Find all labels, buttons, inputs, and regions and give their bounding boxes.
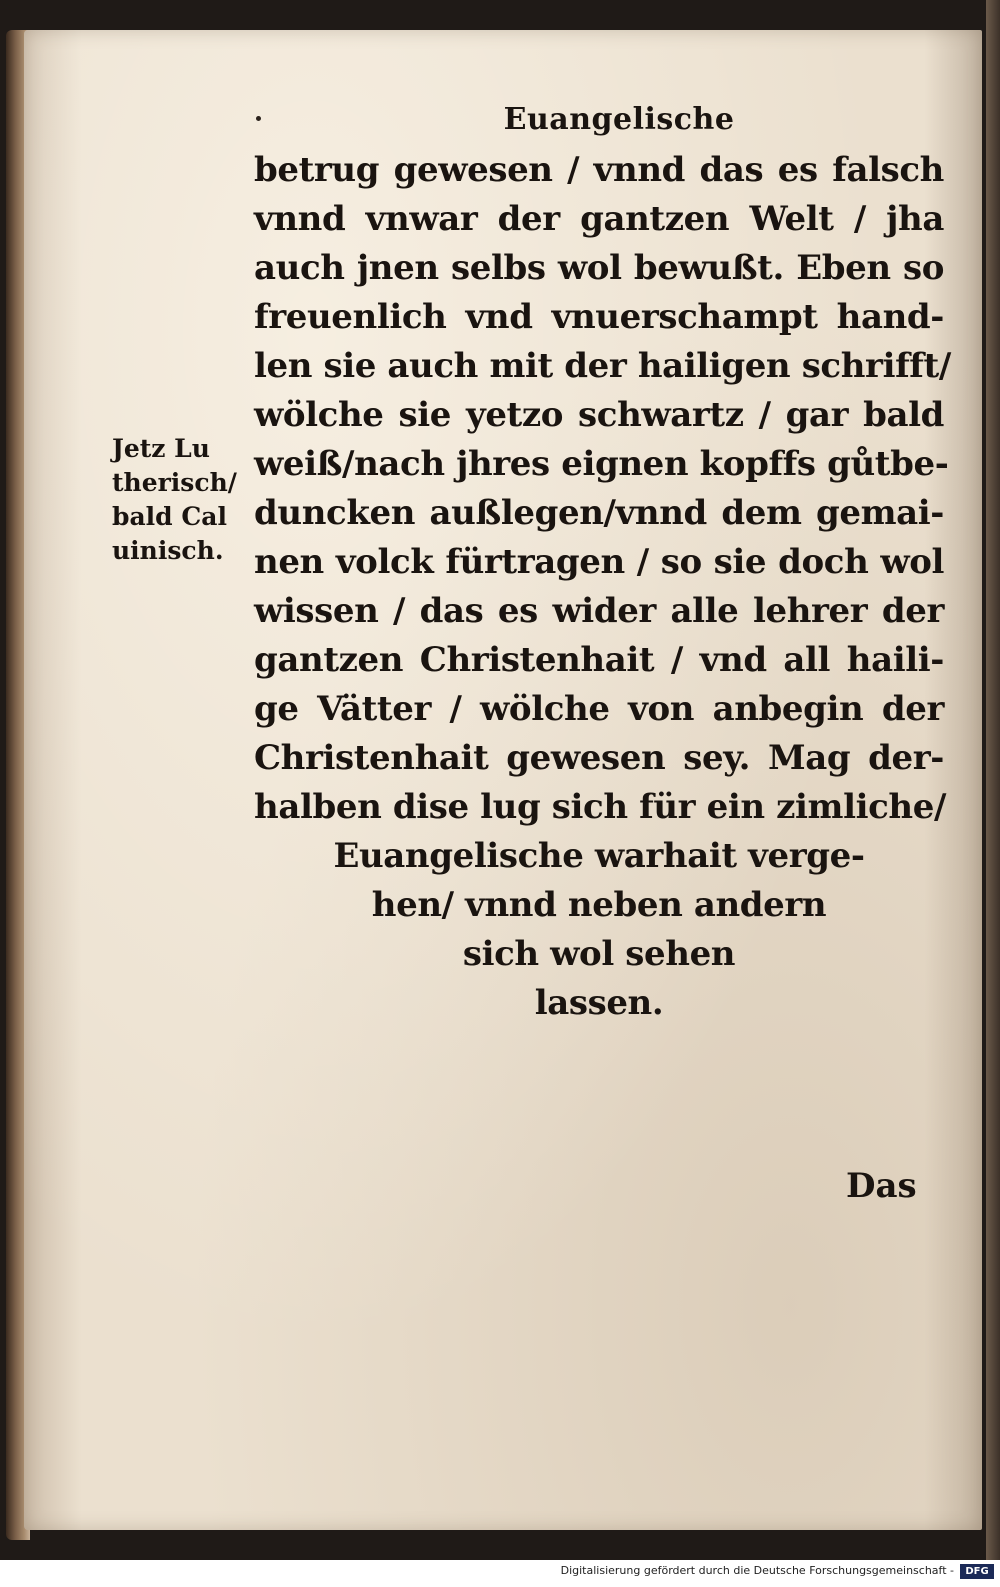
- marginal-note: [112, 432, 252, 568]
- marginal-note-line: therisch/: [112, 468, 237, 497]
- text-line: freuenlich vnd vnuerschampt hand-: [254, 297, 944, 337]
- running-head: Euangelische: [503, 102, 735, 137]
- text-line: wissen / das es wider alle lehrer der: [254, 591, 944, 631]
- text-line: duncken außlegen/vnnd dem gemai-: [254, 493, 944, 533]
- closing-line: sich wol sehen: [462, 934, 736, 974]
- closing-line: hen/ vnnd neben andern: [371, 885, 827, 925]
- text-line: vnnd vnwar der gantzen Welt / jha: [254, 199, 944, 239]
- marginal-note-line: bald Cal: [112, 502, 227, 531]
- text-line: weiß/nach jhres eignen kopffs gůtbe-: [254, 444, 949, 484]
- book-right-edge: [986, 0, 1000, 1560]
- closing-line: lassen.: [534, 983, 664, 1023]
- text-line: auch jnen selbs wol bewußt. Eben so: [254, 248, 944, 288]
- closing-line: Euangelische warhait verge-: [333, 836, 865, 876]
- text-line: halben dise lug sich für ein zimliche/: [254, 787, 946, 827]
- text-line: gantzen Christenhait / vnd all haili-: [254, 640, 944, 680]
- marginal-note-line: uinisch.: [112, 536, 224, 565]
- text-line: wölche sie yetzo schwartz / gar bald: [254, 395, 944, 435]
- dfg-logo: DFG: [960, 1564, 994, 1579]
- footer-bar: [0, 1560, 1000, 1587]
- book-page: [24, 30, 982, 1530]
- catchword: Das: [846, 1166, 917, 1206]
- text-line: betrug gewesen / vnnd das es falsch: [254, 150, 944, 190]
- marginal-note-line: Jetz Lu: [112, 434, 210, 463]
- text-line: nen volck fürtragen / so sie doch wol: [254, 542, 944, 582]
- funding-credit: Digitalisierung gefördert durch die Deutsche Forschungsgemeinschaft -: [560, 1564, 954, 1577]
- text-line: ge Vätter / wölche von anbegin der: [254, 689, 944, 729]
- text-line: len sie auch mit der hailigen schrifft/: [254, 346, 951, 386]
- main-text-block: [254, 100, 951, 1028]
- text-line: Christenhait gewesen sey. Mag der-: [254, 738, 944, 778]
